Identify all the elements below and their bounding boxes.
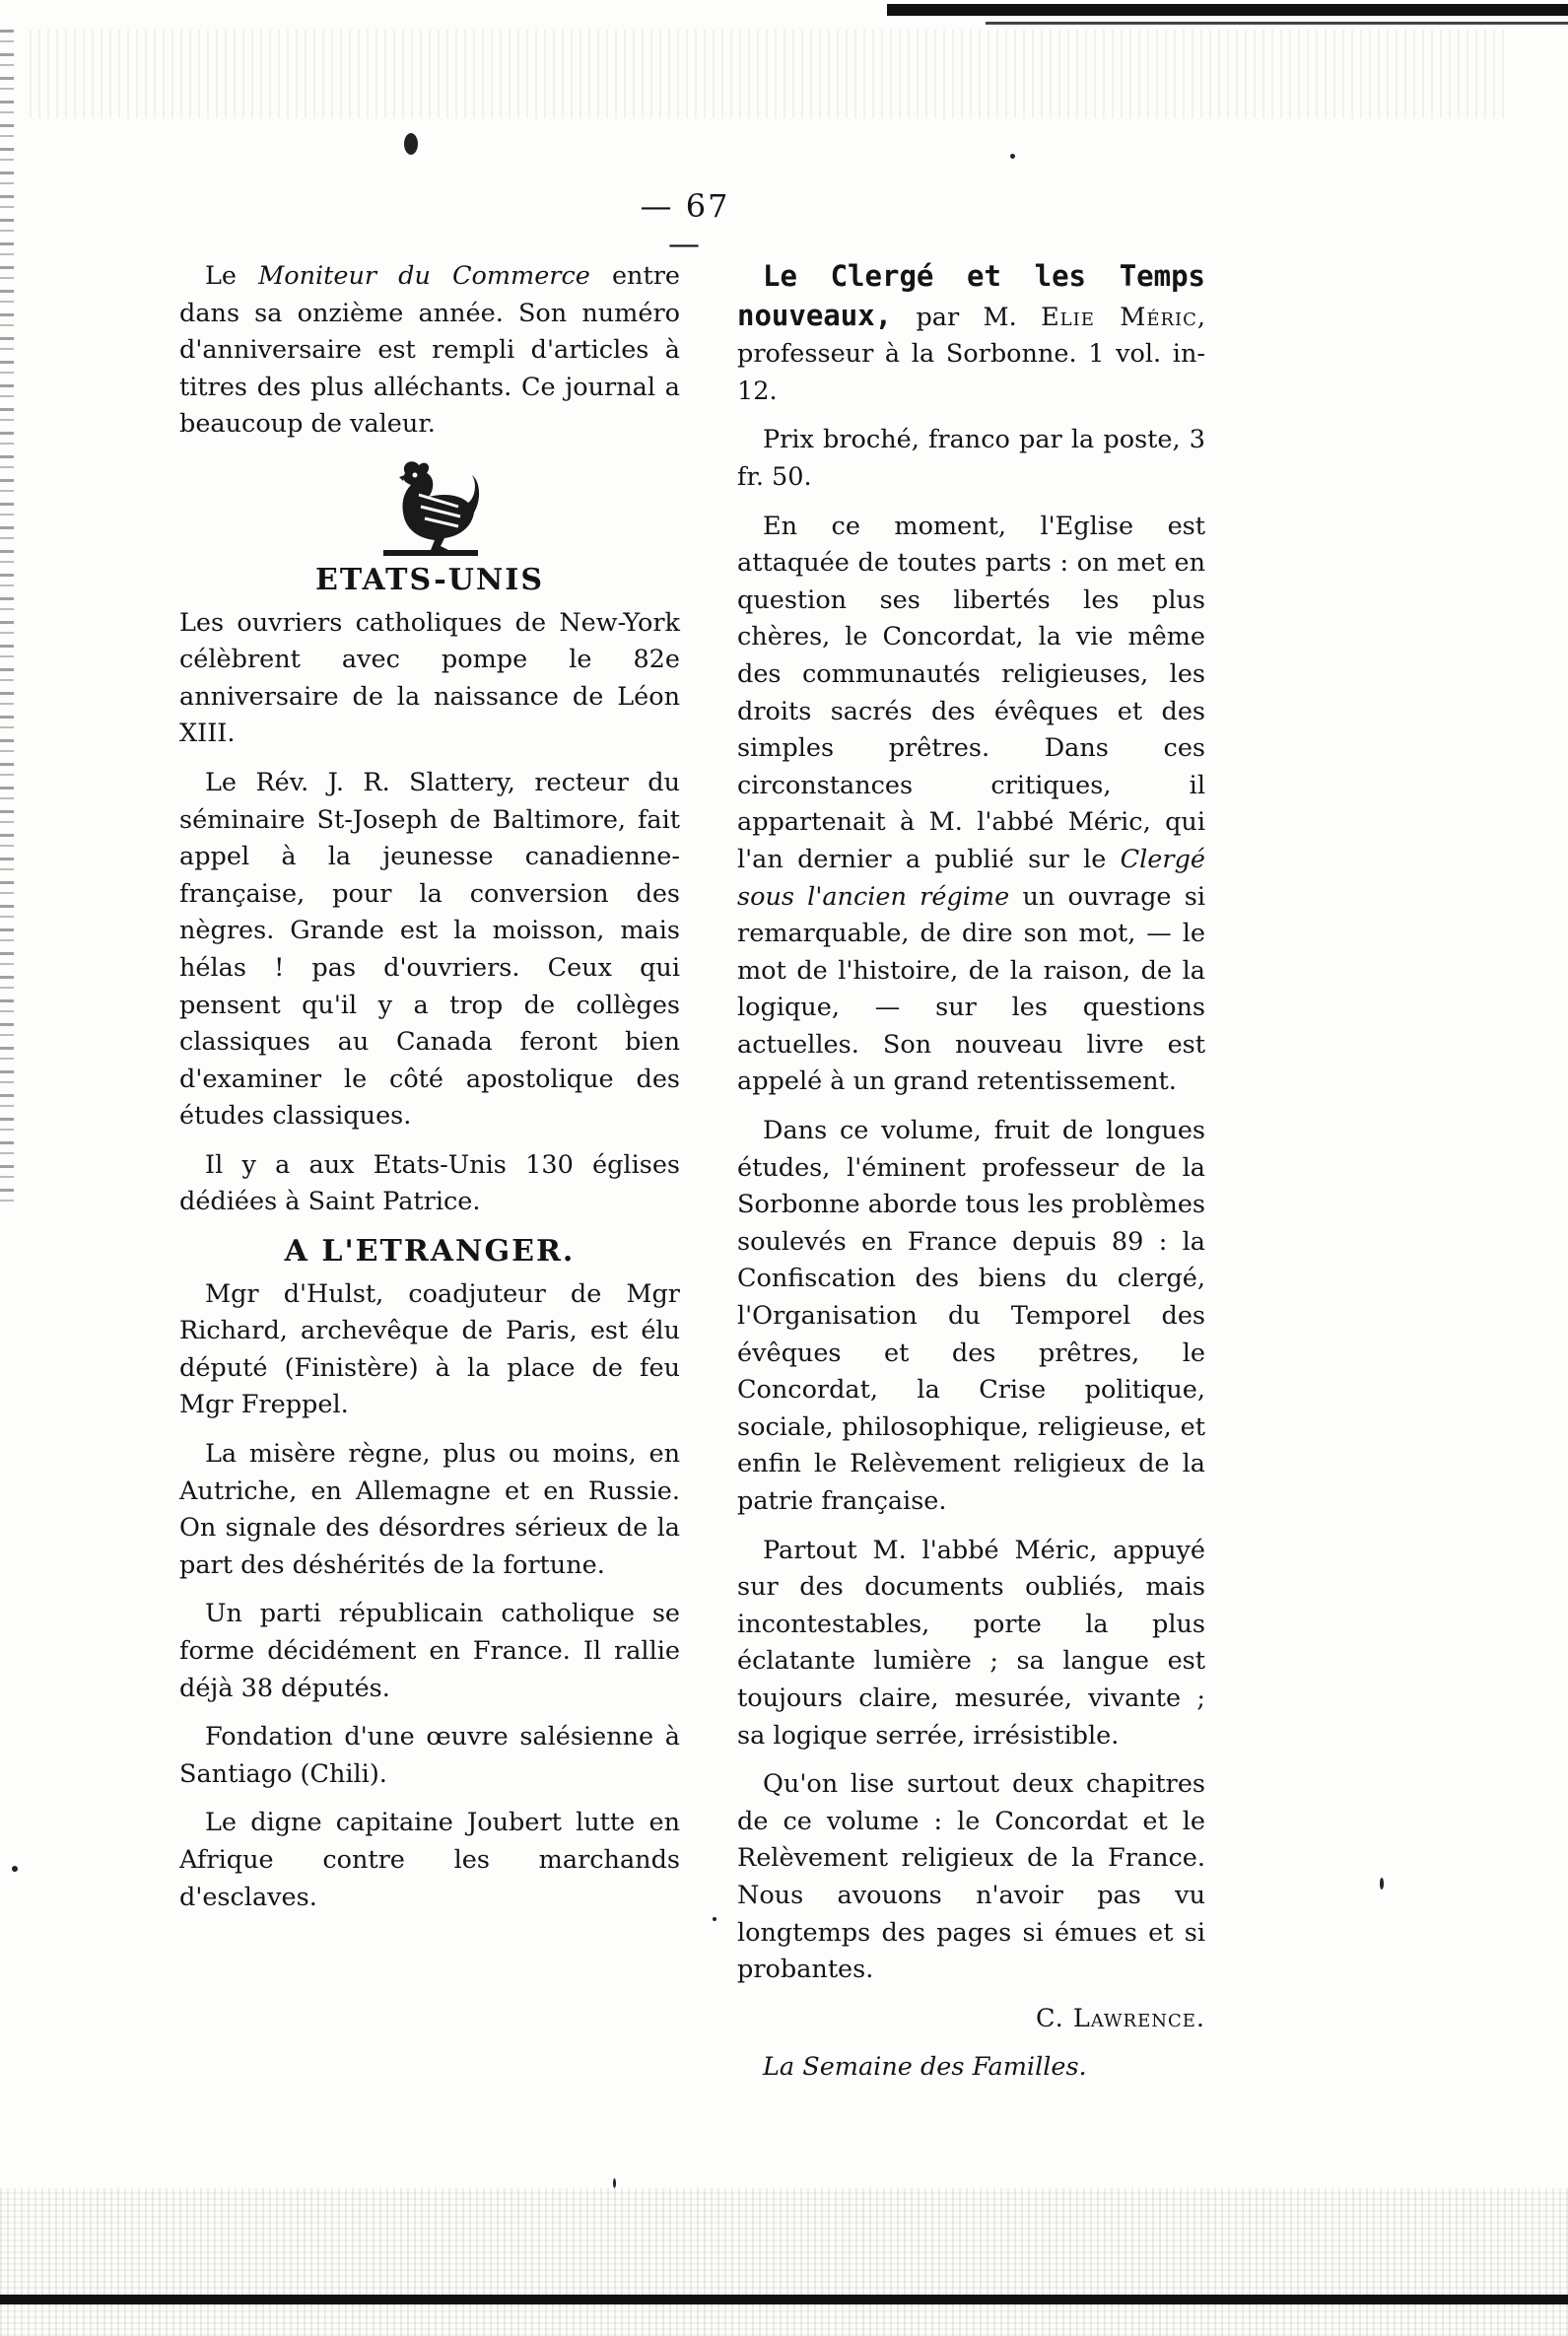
section-heading-etranger: A L'ETRANGER. xyxy=(284,1234,576,1270)
scan-border-top xyxy=(887,4,1568,16)
news-paragraph: Le digne capitaine Joubert lutte en Afrique contre les marchands d'esclaves. xyxy=(179,1808,680,1912)
scan-border-bottom xyxy=(0,2295,1568,2304)
book-author: Elie Méric xyxy=(1041,302,1197,332)
news-paragraph: Mgr d'Hulst, coadjuteur de Mgr Richard, archevêque de Paris, est élu député (Finistère) à la place de feu Mgr Freppel. xyxy=(179,1278,680,1420)
cited-work-title: Clergé sous l'ancien régime xyxy=(737,844,1205,912)
ink-speck xyxy=(404,133,418,155)
scan-noise-top xyxy=(30,30,1508,118)
review-paragraph: Partout M. l'abbé Méric, appuyé sur des documents oubliés, mais incontestables, porte la plus éclatante lumière ; sa langue est toujours claire, mesurée, vivante ; sa logique serrée, irrésistible. xyxy=(737,1535,1205,1751)
left-column xyxy=(179,258,680,1928)
review-source: La Semaine des Familles. xyxy=(763,2052,1087,2083)
ink-speck xyxy=(713,1917,716,1921)
news-paragraph: Les ouvriers catholiques de New-York célèbrent avec pompe le 82e anniversaire de la naissance de Léon XIII. xyxy=(179,607,680,749)
review-paragraph: Qu'on lise surtout deux chapitres de ce volume : le Concordat et le Relèvement religieux de la France. Nous avouons n'avoir pas vu longtemps des pages si émues et si probantes. xyxy=(737,1769,1205,1985)
review-paragraph: Dans ce volume, fruit de longues études, l'éminent professeur de la Sorbonne aborde tous les problèmes soulevés en France depuis 89 : la Confiscation des biens du clergé, l'Organisation du Temporel des évêques et des prêtres, le Concordat, la Crise politique, sociale, philosophique, religieuse, et enfin le Relèvement religieux de la patrie française. xyxy=(737,1116,1205,1516)
moniteur-paragraph: Le Moniteur du Commerce entre dans sa onzième année. Son numéro d'anniversaire est rempli d'articles à titres des plus alléchants. Ce journal a beaucoup de valeur. xyxy=(179,261,680,440)
news-paragraph: Il y a aux Etats-Unis 130 églises dédiées à Saint Patrice. xyxy=(179,1149,680,1217)
ink-speck xyxy=(1380,1878,1384,1889)
news-paragraph: Le Rév. J. R. Slattery, recteur du séminaire St-Joseph de Baltimore, fait appel à la jeunesse canadienne-française, pour la conversion des nègres. Grande est la moisson, mais hélas ! pas d'ouvriers. Ceux qui pensent qu'il y a trop de collèges classiques au Canada feront bien d'examiner le côté apostolique des études classiques. xyxy=(179,767,680,1132)
book-notice: Le Clergé et les Temps nouveaux, par M. Elie Méric, professeur à la Sorbonne. 1 vol. in-12. xyxy=(737,259,1206,406)
review-paragraph: En ce moment, l'Eglise est attaquée de toutes parts : on met en question ses libertés les plus chères, le Concordat, la vie même des communautés religieuses, les droits sacrés des évêques et des simples prêtres. Dans ces circonstances critiques, il appartenait à M. l'abbé Méric, qui l'an dernier a publié sur le Clergé sous l'ancien régime un ouvrage si remarquable, de dire son mot, — le mot de l'histoire, de la raison, de la logique, — sur les questions actuelles. Son nouveau livre est appelé à un grand retentissement. xyxy=(737,511,1205,1097)
ink-speck xyxy=(613,2178,616,2188)
journal-title: Moniteur du Commerce xyxy=(258,261,590,291)
scan-noise-bottom xyxy=(0,2188,1568,2336)
news-paragraph: La misère règne, plus ou moins, en Autriche, en Allemagne et en Russie. On signale des désordres sérieux de la part des déshérités de la fortune. xyxy=(179,1439,680,1580)
ink-speck xyxy=(12,1866,18,1872)
book-price: Prix broché, franco par la poste, 3 fr. 50. xyxy=(737,425,1205,492)
page-number: — 67 — xyxy=(640,187,730,262)
review-signature: C. Lawrence. xyxy=(1036,2003,1205,2033)
ink-speck xyxy=(1010,154,1015,159)
right-column xyxy=(737,258,1205,2098)
news-paragraph: Un parti républicain catholique se forme décidément en France. Il rallie déjà 38 députés. xyxy=(179,1599,680,1703)
rooster-ornament xyxy=(375,455,484,558)
scan-edge-left xyxy=(0,30,14,1212)
section-heading-etats-unis: ETATS-UNIS xyxy=(314,562,544,597)
scan-border-top-thin xyxy=(986,22,1568,25)
news-paragraph: Fondation d'une œuvre salésienne à Santiago (Chili). xyxy=(179,1722,680,1789)
book-title: Le Clergé et les Temps nouveaux, xyxy=(737,259,1205,332)
